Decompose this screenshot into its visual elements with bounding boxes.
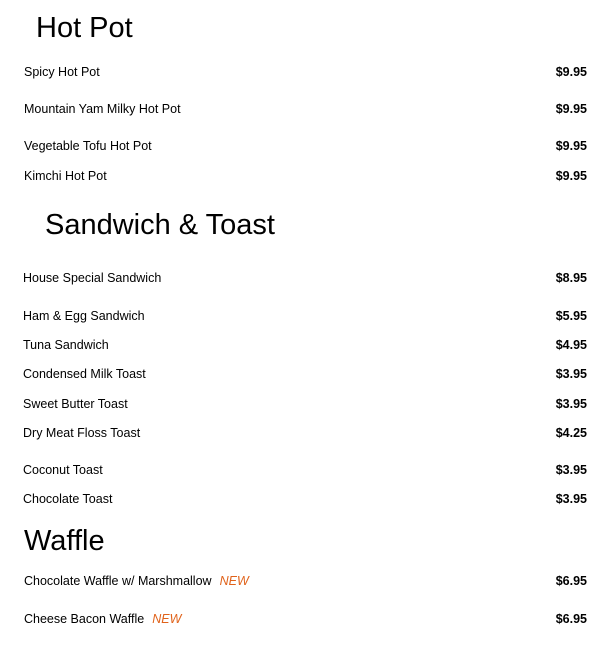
new-badge: NEW bbox=[219, 574, 249, 588]
item-name bbox=[24, 572, 249, 590]
item-name: Kimchi Hot Pot bbox=[24, 169, 107, 183]
menu-item bbox=[0, 610, 614, 628]
item-name-text: Cheese Bacon Waffle bbox=[24, 612, 145, 626]
item-name: Sweet Butter Toast bbox=[23, 397, 128, 411]
menu-item bbox=[0, 490, 614, 508]
item-price: $9.95 bbox=[555, 139, 587, 153]
item-price: $3.95 bbox=[555, 463, 587, 477]
item-name: Chocolate Toast bbox=[23, 492, 113, 506]
item-price: $9.95 bbox=[555, 65, 587, 79]
menu-item bbox=[0, 137, 614, 155]
menu-item bbox=[0, 100, 614, 118]
item-price: $8.95 bbox=[555, 271, 587, 285]
item-price: $3.95 bbox=[555, 367, 587, 381]
item-name bbox=[24, 610, 181, 628]
item-name: Tuna Sandwich bbox=[23, 338, 109, 352]
item-name: House Special Sandwich bbox=[23, 271, 162, 285]
item-name: Mountain Yam Milky Hot Pot bbox=[24, 102, 181, 116]
menu-item bbox=[0, 167, 614, 185]
section-title-waffle: Waffle bbox=[24, 525, 105, 557]
menu-item bbox=[0, 395, 614, 413]
item-name: Ham & Egg Sandwich bbox=[23, 309, 145, 323]
menu-item bbox=[0, 424, 614, 442]
menu-item bbox=[0, 336, 614, 354]
menu-item bbox=[0, 269, 614, 287]
item-price: $3.95 bbox=[555, 492, 587, 506]
item-name: Vegetable Tofu Hot Pot bbox=[24, 139, 152, 153]
item-price: $9.95 bbox=[555, 169, 587, 183]
section-title-sandwich-toast: Sandwich & Toast bbox=[45, 209, 275, 241]
item-name: Condensed Milk Toast bbox=[23, 367, 146, 381]
item-name-text: Chocolate Waffle w/ Marshmallow bbox=[24, 574, 212, 588]
menu-item bbox=[0, 365, 614, 383]
item-price: $4.25 bbox=[555, 426, 587, 440]
item-price: $4.95 bbox=[555, 338, 587, 352]
item-price: $3.95 bbox=[555, 397, 587, 411]
item-name: Coconut Toast bbox=[23, 463, 103, 477]
menu-item bbox=[0, 572, 614, 590]
item-price: $6.95 bbox=[555, 612, 587, 626]
section-title-hot-pot: Hot Pot bbox=[36, 12, 133, 44]
item-name: Dry Meat Floss Toast bbox=[23, 426, 141, 440]
menu-item bbox=[0, 63, 614, 81]
item-price: $5.95 bbox=[555, 309, 587, 323]
menu-item bbox=[0, 307, 614, 325]
item-name: Spicy Hot Pot bbox=[24, 65, 100, 79]
menu-item bbox=[0, 461, 614, 479]
item-price: $6.95 bbox=[555, 574, 587, 588]
new-badge: NEW bbox=[152, 612, 182, 626]
item-price: $9.95 bbox=[555, 102, 587, 116]
